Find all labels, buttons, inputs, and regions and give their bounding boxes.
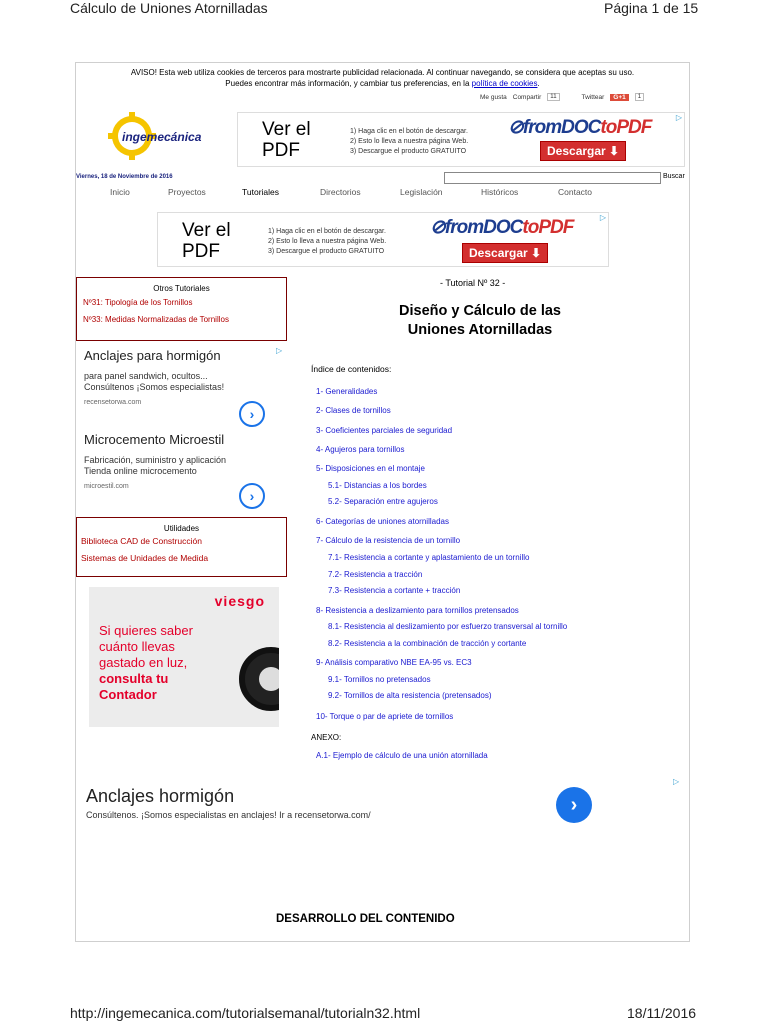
otros-tutoriales-box: [76, 277, 287, 341]
ad2-download-button[interactable]: Descargar ⬇: [462, 243, 548, 263]
toc-item-9-2[interactable]: 9.2- Tornillos de alta resistencia (pretensados): [328, 691, 492, 700]
cookie-line-2: Puedes encontrar más información, y cambiar tus preferencias, en la política de cookies.: [225, 79, 540, 88]
section-heading: DESARROLLO DEL CONTENIDO: [276, 913, 455, 925]
side-ad1-text-2: Consúltenos ¡Somos especialistas!: [84, 382, 225, 392]
nav-directorios[interactable]: Directorios: [320, 187, 361, 197]
page-title: [330, 302, 630, 340]
adchoices-icon[interactable]: ▷: [675, 113, 682, 122]
adchoices-icon[interactable]: ▷: [599, 213, 606, 222]
ad2-brand: ⊘fromDOCtoPDF: [430, 217, 574, 238]
gplus-button[interactable]: G+1: [610, 94, 628, 101]
side-ad-anclajes[interactable]: [84, 348, 288, 428]
toc-item-7[interactable]: 7- Cálculo de la resistencia de un tornillo: [316, 536, 461, 545]
gplus-count: 1: [635, 93, 644, 101]
toc-item-10[interactable]: 10- Torque o par de apriete de tornillos: [316, 712, 454, 721]
ad-big-line-2: PDF: [262, 140, 300, 161]
ad2-step-3: 3) Descargue el producto GRATUITO: [268, 248, 385, 255]
print-footer-url: http://ingemecanica.com/tutorialsemanal/tutorialn32.html: [70, 1005, 421, 1021]
cookie-policy-link[interactable]: política de cookies: [471, 79, 538, 88]
otros-title: Otros Tutoriales: [153, 284, 210, 293]
nav-inicio[interactable]: Inicio: [110, 187, 130, 197]
toc-item-6[interactable]: 6- Categorías de uniones atornilladas: [316, 517, 449, 526]
side-ad1-heading: Anclajes para hormigón: [84, 348, 221, 363]
pdf-ad-top[interactable]: [237, 112, 685, 167]
nav-legislacion[interactable]: Legislación: [400, 187, 443, 197]
tutorial-number: - Tutorial Nº 32 -: [440, 278, 506, 288]
share-count: 11: [547, 93, 559, 101]
side-ad2-heading: Microcemento Microestil: [84, 432, 225, 447]
ad-download-button[interactable]: Descargar ⬇: [540, 141, 626, 161]
viesgo-logo: viesgo: [214, 593, 265, 609]
ad-brand: ⊘fromDOCtoPDF: [508, 117, 652, 138]
print-title: Cálculo de Uniones Atornilladas: [70, 0, 268, 16]
toc-item-8-2[interactable]: 8.2- Resistencia a la combinación de tracción y cortante: [328, 639, 527, 648]
util-link-cad[interactable]: Biblioteca CAD de Construcción: [81, 536, 202, 546]
ad-big-line-1: Ver el: [262, 119, 311, 140]
side-ad2-text-1: Fabricación, suministro y aplicación: [84, 455, 227, 465]
toc-item-8[interactable]: 8- Resistencia a deslizamiento para tornillos pretensados: [316, 606, 519, 615]
side-ad2-text-2: Tienda online microcemento: [84, 466, 197, 476]
social-bar: [480, 93, 644, 101]
toc-item-7-2[interactable]: 7.2- Resistencia a tracción: [328, 570, 423, 579]
utilidades-title: Utilidades: [163, 524, 200, 533]
ad2-step-2: 2) Esto lo lleva a nuestra página Web.: [268, 238, 387, 245]
side-ad-microcemento[interactable]: [84, 432, 288, 512]
toc-item-3[interactable]: 3- Coeficientes parciales de seguridad: [316, 426, 453, 435]
side-ad1-url: recensetorwa.com: [84, 399, 142, 406]
utilidades-box: [76, 517, 287, 577]
nav-tutoriales[interactable]: Tutoriales: [242, 187, 280, 197]
cookie-line-1: AVISO! Esta web utiliza cookies de terceros para mostrarte publicidad relacionada. Al continuar navegando, se considera que aceptas su uso.: [130, 68, 635, 77]
toc-item-5[interactable]: 5- Disposiciones en el montaje: [316, 464, 425, 473]
side-ad2-url: microestil.com: [84, 483, 129, 490]
toc-item-4[interactable]: 4- Agujeros para tornillos: [316, 445, 405, 454]
bottom-ad-heading: Anclajes hormigón: [86, 786, 235, 806]
bottom-ad-text: Consúltenos. ¡Somos especialistas en anclajes! Ir a recensetorwa.com/: [86, 810, 371, 820]
ad-step-2: 2) Esto lo lleva a nuestra página Web.: [350, 138, 469, 145]
search-input[interactable]: [444, 172, 661, 184]
anexo-label: ANEXO:: [311, 733, 342, 742]
print-page-number: Página 1 de 15: [604, 0, 699, 16]
nav-historicos[interactable]: Históricos: [481, 187, 519, 197]
toc-item-9[interactable]: 9- Análisis comparativo NBE EA-95 vs. EC3: [316, 658, 472, 667]
toc-item-7-1[interactable]: 7.1- Resistencia a cortante y aplastamiento de un tornillo: [328, 553, 530, 562]
anexo-item-a1[interactable]: A.1- Ejemplo de cálculo de una unión atornillada: [316, 751, 488, 760]
nav-contacto[interactable]: Contacto: [558, 187, 593, 197]
ad2-step-1: 1) Haga clic en el botón de descargar.: [268, 228, 386, 235]
toc-item-1[interactable]: 1- Generalidades: [316, 387, 378, 396]
date-text: Viernes, 18 de Noviembre de 2016: [76, 174, 173, 180]
viesgo-ad[interactable]: [89, 587, 279, 727]
index-heading: Índice de contenidos:: [311, 364, 392, 374]
side-ad2-arrow-icon[interactable]: ›: [239, 483, 265, 509]
adchoices-icon[interactable]: ▷: [673, 777, 680, 786]
toc-item-8-1[interactable]: 8.1- Resistencia al deslizamiento por esfuerzo transversal al tornillo: [328, 622, 568, 631]
toc-item-5-1[interactable]: 5.1- Distancias a los bordes: [328, 481, 427, 490]
ad2-steps: [268, 227, 386, 257]
ad-step-1: 1) Haga clic en el botón de descargar.: [350, 128, 468, 135]
ad-step-3: 3) Descargue el producto GRATUITO: [350, 148, 467, 155]
ad2-big-line-1: Ver el: [182, 220, 231, 241]
pdf-ad-middle[interactable]: [157, 212, 609, 267]
cookie-notice: [80, 67, 685, 89]
ad2-big-line-2: PDF: [182, 241, 220, 262]
nav-proyectos[interactable]: Proyectos: [168, 187, 206, 197]
print-footer-date: 18/11/2016: [627, 1005, 697, 1021]
util-link-unidades[interactable]: Sistemas de Unidades de Medida: [81, 553, 209, 563]
share-button[interactable]: Compartir: [512, 93, 542, 101]
toc-item-5-2[interactable]: 5.2- Separación entre agujeros: [328, 497, 438, 506]
logo-text[interactable]: ingemecánica: [122, 130, 202, 144]
like-button[interactable]: Me gusta: [480, 93, 507, 101]
viesgo-text: Si quieres saber cuánto llevas gastado en luz, consulta tu Contador: [99, 623, 193, 702]
search-button[interactable]: Buscar: [663, 173, 685, 180]
toc-item-9-1[interactable]: 9.1- Tornillos no pretensados: [328, 675, 431, 684]
side-ad1-text-1: para panel sandwich, ocultos...: [84, 371, 208, 381]
toc-item-2[interactable]: 2- Clases de tornillos: [316, 406, 391, 415]
adchoices-icon[interactable]: ▷: [276, 346, 283, 355]
bottom-ad-arrow-icon[interactable]: ›: [556, 787, 592, 823]
otros-link-31[interactable]: Nº31: Tipología de los Tornillos: [83, 298, 193, 307]
tweet-button[interactable]: Twittear: [581, 93, 605, 101]
otros-link-33[interactable]: Nº33: Medidas Normalizadas de Tornillos: [83, 315, 229, 324]
ad-steps: [350, 127, 468, 157]
wheel-icon: [239, 647, 279, 711]
toc-item-7-3[interactable]: 7.3- Resistencia a cortante + tracción: [328, 586, 461, 595]
title-line-1: Diseño y Cálculo de las: [399, 303, 561, 319]
side-ad1-arrow-icon[interactable]: ›: [239, 401, 265, 427]
title-line-2: Uniones Atornilladas: [407, 322, 553, 338]
